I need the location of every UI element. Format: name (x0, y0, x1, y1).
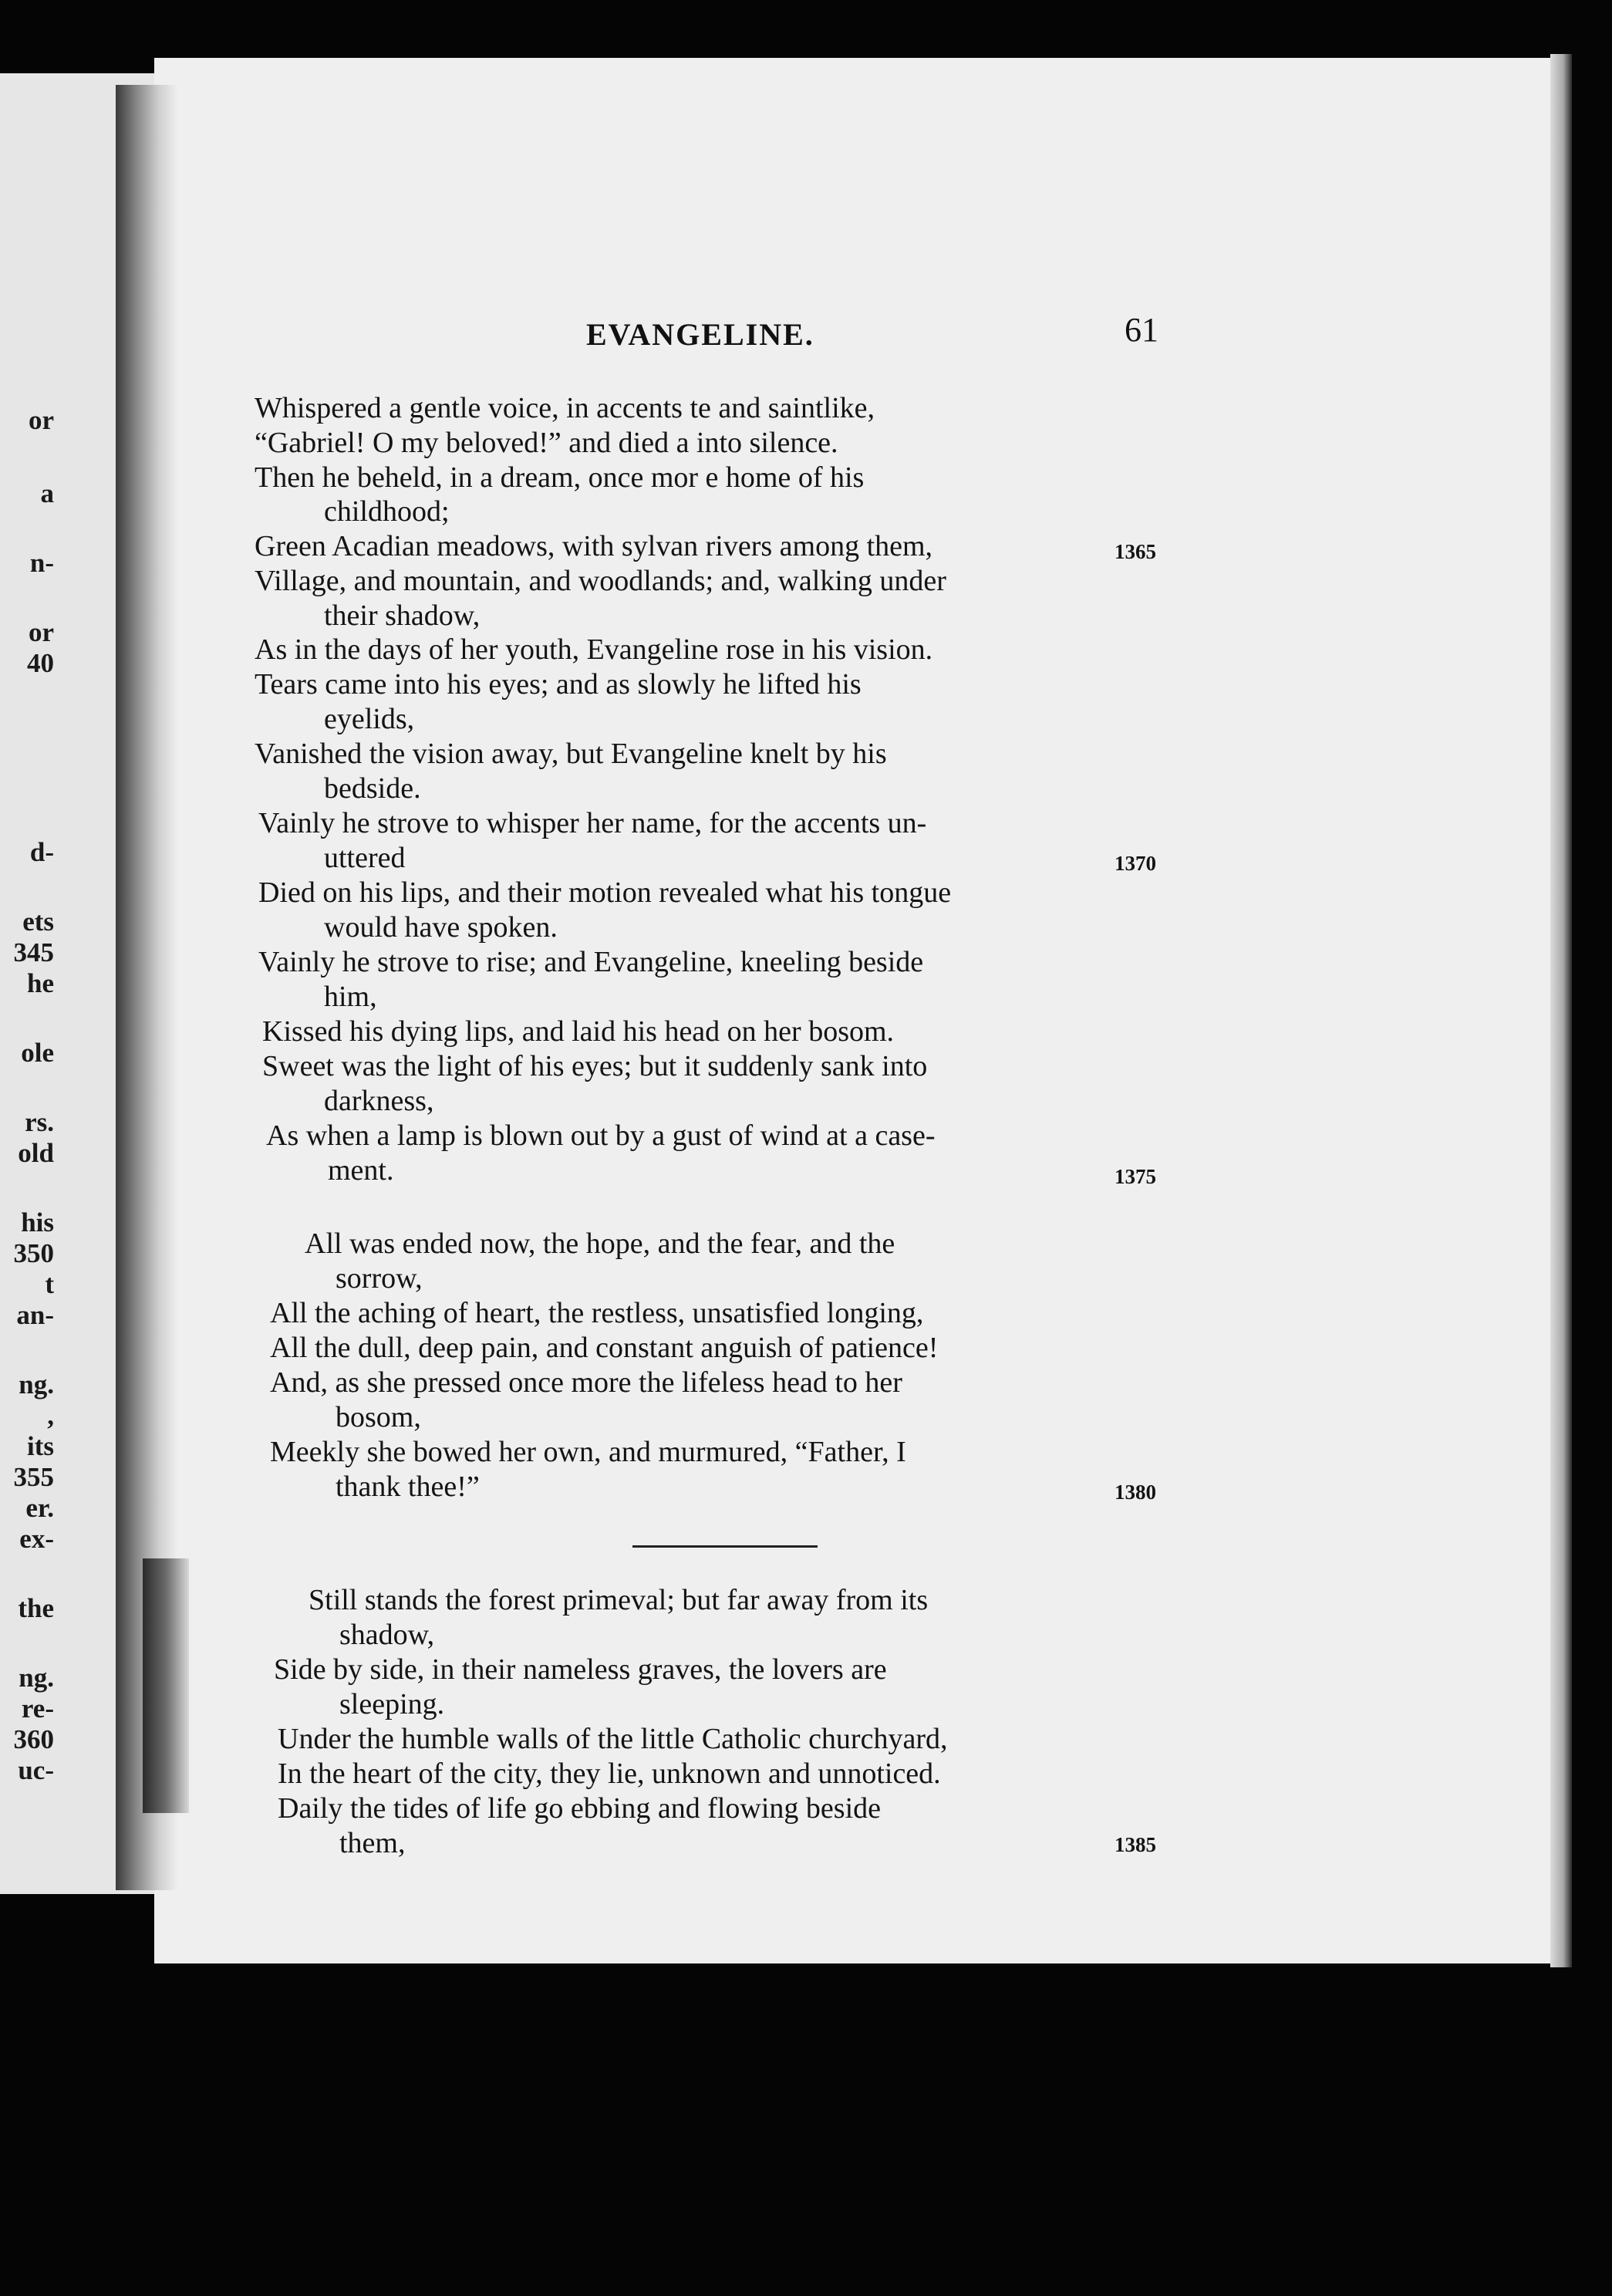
poem-line: Kissed his dying lips, and laid his head on her bosom. (262, 1015, 895, 1048)
poem-line: ment. (328, 1154, 394, 1187)
poem-line: Vanished the vision away, but Evangeline knelt by his (255, 738, 887, 770)
left-page-fragment: er. (25, 1493, 54, 1523)
left-page-fragment: he (27, 968, 54, 998)
poem-line: As when a lamp is blown out by a gust of wind at a case- (266, 1119, 936, 1152)
left-page-fragment: a (40, 478, 54, 508)
poem-line: Meekly she bowed her own, and murmured, “Father, I (270, 1436, 906, 1468)
left-page-fragment: the (18, 1593, 54, 1623)
poem-line: And, as she pressed once more the lifeless head to her (270, 1366, 902, 1399)
poem-line: Under the humble walls of the little Catholic churchyard, (278, 1723, 948, 1755)
poem-line: them, (339, 1827, 406, 1859)
poem-line: Daily the tides of life go ebbing and flowing beside (278, 1792, 881, 1825)
poem-line: All the dull, deep pain, and constant anguish of patience! (270, 1332, 939, 1364)
poem-line: sorrow, (336, 1262, 423, 1295)
left-page-fragment: , (47, 1400, 54, 1430)
left-page-fragment: re- (21, 1693, 54, 1724)
left-page-fragment: ng. (19, 1369, 54, 1400)
poem-line: Still stands the forest primeval; but far away from its (309, 1584, 929, 1616)
left-page-fragment: n- (29, 548, 54, 578)
poem-line: Vainly he strove to rise; and Evangeline, kneeling beside (258, 946, 924, 978)
left-page-fragment: uc- (18, 1755, 54, 1785)
poem-line: As in the days of her youth, Evangeline rose in his vision. (255, 633, 933, 666)
left-page-fragment: its (27, 1431, 54, 1461)
poem-line: Green Acadian meadows, with sylvan rivers among them, (255, 530, 933, 562)
poem-line: shadow, (339, 1619, 435, 1651)
left-page-fragment: d- (29, 837, 54, 867)
left-page-fragment: t (45, 1269, 54, 1299)
poem-line: Village, and mountain, and woodlands; and, walking under (255, 565, 946, 597)
poem-line: darkness, (324, 1085, 434, 1117)
poem-line: eyelids, (324, 703, 415, 735)
left-page-fragment: ng. (19, 1663, 54, 1693)
book-spine-shadow-lower (143, 1558, 189, 1813)
poem-line: bedside. (324, 772, 421, 805)
left-page-fragment: an- (16, 1300, 54, 1330)
poem-line: Vainly he strove to whisper her name, for the accents un- (258, 807, 927, 839)
poem-line: their shadow, (324, 599, 481, 632)
poem-line: Sweet was the light of his eyes; but it suddenly sank into (262, 1050, 928, 1082)
left-page-fragment: rs. (25, 1107, 54, 1137)
left-page-fragment: ex- (19, 1524, 54, 1554)
poem-line: “Gabriel! O my beloved!” and died a into silence. (255, 427, 838, 459)
poem-line: bosom, (336, 1401, 421, 1433)
poem-line: sleeping. (339, 1688, 445, 1720)
poem-line: would have spoken. (324, 911, 558, 944)
line-number: 1385 (1115, 1833, 1156, 1856)
left-page-fragment: or (28, 617, 54, 647)
section-divider (632, 1545, 818, 1548)
poem-line: All was ended now, the hope, and the fear, and the (305, 1227, 895, 1260)
left-page-fragment: old (18, 1138, 54, 1168)
left-page-fragment: ets (22, 907, 54, 937)
poem-line: In the heart of the city, they lie, unknown and unnoticed. (278, 1757, 941, 1790)
line-number: 1370 (1115, 852, 1156, 875)
line-number: 1375 (1115, 1165, 1156, 1188)
left-page-fragment: 360 (13, 1724, 54, 1754)
line-number: 1380 (1115, 1481, 1156, 1504)
poem-line: Whispered a gentle voice, in accents te and saintlike, (255, 392, 875, 424)
poem-line: childhood; (324, 495, 450, 528)
poem-line: Died on his lips, and their motion revealed what his tongue (258, 876, 952, 909)
poem-line: Side by side, in their nameless graves, the lovers are (274, 1653, 887, 1686)
page-edge (1550, 54, 1572, 1967)
page-number: 61 (1125, 311, 1158, 349)
left-page-fragment: his (21, 1207, 54, 1237)
left-page-fragment: 345 (13, 937, 54, 967)
poem-line: thank thee!” (336, 1470, 480, 1503)
left-page-fragment: 355 (13, 1462, 54, 1492)
poem-line: uttered (324, 842, 406, 874)
left-page-fragment: or (28, 405, 54, 435)
line-number: 1365 (1115, 540, 1156, 563)
poem-line: All the aching of heart, the restless, unsatisfied longing, (270, 1297, 924, 1329)
poem-line: Then he beheld, in a dream, once mor e home of his (255, 461, 865, 494)
poem-line: him, (324, 981, 377, 1013)
poem-line: Tears came into his eyes; and as slowly he lifted his (255, 668, 862, 701)
left-page-fragment: 40 (27, 648, 54, 678)
left-page-fragment: ole (21, 1038, 54, 1068)
left-page-fragment: 350 (13, 1238, 54, 1268)
running-title: EVANGELINE. (586, 317, 814, 352)
